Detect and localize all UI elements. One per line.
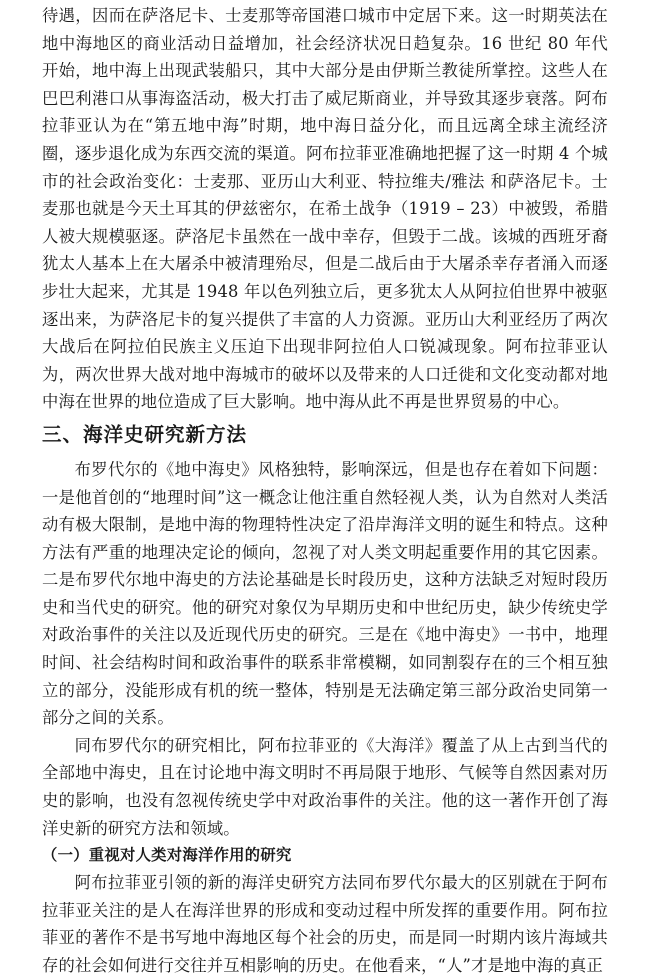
paragraph-human-role: 阿布拉菲亚引领的新的海洋史研究方法同布罗代尔最大的区别就在于阿布拉菲亚关注的是人在海洋世界的形成和变动过程中所发挥的重要作用。阿布拉菲亚的著作不是书写地中海地区每个社会的历史，而是同一时期内该片海域共存的社会如何进行交往并互相影响的历史。在他看来，“人”才是地中海的真正 bbox=[42, 873, 608, 975]
paragraph-cities-social-change: 待遇，因而在萨洛尼卡、士麦那等帝国港口城市中定居下来。这一时期英法在地中海地区的商业活动日益增加，社会经济状况日趋复杂。16 世纪 80 年代开始，地中海上出现武装船只，其中大部分是由伊斯兰教徒所掌控。这些人在巴巴利港口从事海盗活动，极大打击了威尼斯商业，并导致其逐步衰落。阿布拉菲亚认为在“第五地中海”时期，地中海日益分化，而且远离全球主流经济圈，逐步退化成为东西交流的渠道。阿布拉菲亚准确地把握了这一时期 4 个城市的社会政治变化：士麦那、亚历山大利亚、特拉维夫/雅法 和萨洛尼卡。士麦那也就是今天土耳其的伊兹密尔，在希土战争（1919 – 23）中被毁，希腊人被大规模驱逐。萨洛尼卡虽然在一战中幸存，但毁于二战。该城的西班牙裔犹太人基本上在大屠杀中被清理殆尽，但是二战后由于大屠杀幸存者涌入而逐步壮大起来，尤其是 1948 年以色列独立后，更多犹太人从阿拉伯世界中被驱逐出来，为萨洛尼卡的复兴提供了丰富的人力资源。亚历山大利亚经历了两次大战后在阿拉伯民族主义压迫下出现非阿拉伯人口锐减现象。阿布拉菲亚认为，两次世界大战对地中海城市的破坏以及带来的人口迁徙和文化变动都对地中海在世界的地位造成了巨大影响。地中海从此不再是世界贸易的中心。 bbox=[42, 6, 608, 412]
sub-heading-human-role: （一）重视对人类对海洋作用的研究 bbox=[42, 846, 292, 865]
document-page bbox=[42, 0, 608, 975]
paragraph-abulafia-comparison: 同布罗代尔的研究相比，阿布拉菲亚的《大海洋》覆盖了从上古到当代的全部地中海史，且在讨论地中海文明时不再局限于地形、气候等自然因素对历史的影响，也没有忽视传统史学中对政治事件的关注。他的这一著作开创了海洋史新的研究方法和领域。 bbox=[42, 735, 608, 838]
paragraph-braudel-critique: 布罗代尔的《地中海史》风格独特，影响深远，但是也存在着如下问题：一是他首创的“地理时间”这一概念让他注重自然轻视人类，认为自然对人类活动有极大限制，是地中海的物理特性决定了沿岸海洋文明的诞生和特点。这种方法有严重的地理决定论的倾向，忽视了对人类文明起重要作用的其它因素。二是布罗代尔地中海史的方法论基础是长时段历史，这种方法缺乏对短时段历史和当代史的研究。他的研究对象仅为早期历史和中世纪历史，缺少传统史学对政治事件的关注以及近现代历史的研究。三是在《地中海史》一书中，地理时间、社会结构时间和政治事件的联系非常模糊，如同割裂存在的三个相互独立的部分，没能形成有机的统一整体，特别是无法确定第三部分政治史同第一部分之间的关系。 bbox=[42, 459, 608, 728]
section-heading-new-methods: 三、海洋史研究新方法 bbox=[42, 422, 248, 446]
